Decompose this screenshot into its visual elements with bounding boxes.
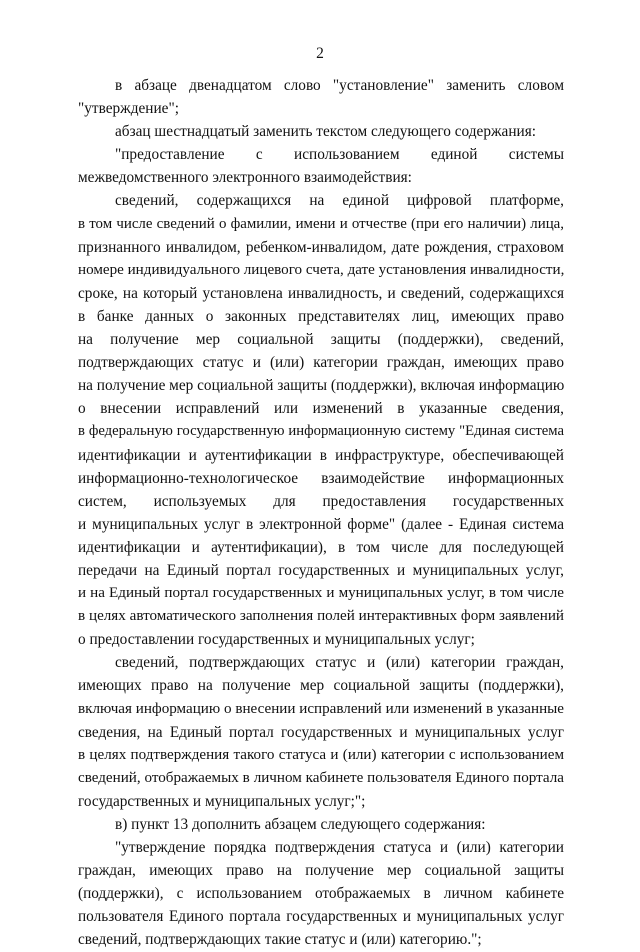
text-line: сведений, отображаемых в личном кабинете пользователя Единого портала: [78, 769, 564, 786]
text-line: абзац шестнадцатый заменить текстом следующего содержания:: [115, 123, 537, 141]
text-line: сведений, содержащихся на единой цифровой платформе,: [115, 192, 564, 210]
text-line: в абзаце двенадцатом слово "установление" заменить словом: [115, 77, 564, 94]
text-line: сведений, подтверждающих статус и (или) категории граждан,: [115, 654, 564, 672]
text-line: в) пункт 13 дополнить абзацем следующего содержания:: [115, 816, 486, 833]
text-line: идентификации и аутентификации в инфраструктуре, обеспечивающей: [78, 446, 564, 464]
text-line: сведения, на Единый портал государственных и муниципальных услуг: [78, 723, 564, 741]
text-line: "утверждение";: [78, 100, 179, 118]
text-line: государственных и муниципальных услуг;";: [78, 792, 366, 810]
text-line: и муниципальных услуг в электронной форме" (далее - Единая система: [78, 515, 564, 533]
text-line: и на Единый портал государственных и муниципальных услуг, в том числе: [78, 585, 564, 602]
text-line: "утверждение порядка подтверждения статуса и (или) категории: [115, 839, 564, 857]
text-line: номере индивидуального лицевого счета, дате установления инвалидности,: [78, 261, 565, 278]
text-line: включая информацию о внесении исправлений или изменений в указанные: [78, 700, 564, 717]
text-line: информационно-технологическое взаимодействие информационных: [78, 469, 564, 487]
text-line: в целях автоматического заполнения полей интерактивных форм заявлений: [78, 608, 564, 625]
text-line: передачи на Единый портал государственных и муниципальных услуг,: [78, 561, 564, 579]
text-line: идентификации и аутентификации), в том числе для последующей: [78, 538, 564, 556]
page-number: 2: [316, 45, 324, 62]
text-line: в федеральную государственную информационную систему "Единая система: [78, 423, 564, 440]
text-line: сведений, подтверждающих такие статус и (или) категорию.";: [78, 931, 482, 949]
text-line: (поддержки), с использованием отображаемых в личном кабинете: [78, 885, 564, 903]
text-line: в целях подтверждения такого статуса и (или) категории с использованием: [78, 746, 564, 763]
text-line: признанного инвалидом, ребенком-инвалидом, дате рождения, страховом: [78, 238, 564, 256]
document-body: [78, 74, 564, 952]
text-line: имеющих право на получение мер социальной защиты (поддержки),: [78, 677, 564, 695]
text-line: о внесении исправлений или изменений в указанные сведения,: [78, 400, 564, 418]
text-line: систем, используемых для предоставления государственных: [78, 492, 564, 510]
text-line: "предоставление с использованием единой системы: [115, 146, 564, 164]
text-line: на получение мер социальной защиты (поддержки), включая информацию: [78, 377, 565, 395]
text-line: сроке, на который установлена инвалидность, и сведений, содержащихся: [78, 284, 564, 302]
text-line: в банке данных о законных представителях лиц, имеющих право: [78, 307, 564, 325]
text-line: межведомственного электронного взаимодействия:: [78, 169, 412, 187]
text-line: граждан, имеющих право на получение мер социальной защиты: [78, 862, 564, 880]
text-line: пользователя Единого портала государственных и муниципальных услуг: [78, 908, 564, 926]
text-line: в том числе сведений о фамилии, имени и отчестве (при его наличии) лица,: [78, 215, 564, 232]
text-line: подтверждающих статус и (или) категории граждан, имеющих право: [78, 354, 564, 372]
text-line: на получение мер социальной защиты (поддержки), сведений,: [78, 331, 564, 349]
text-line: о предоставлении государственных и муниципальных услуг;: [78, 631, 475, 649]
